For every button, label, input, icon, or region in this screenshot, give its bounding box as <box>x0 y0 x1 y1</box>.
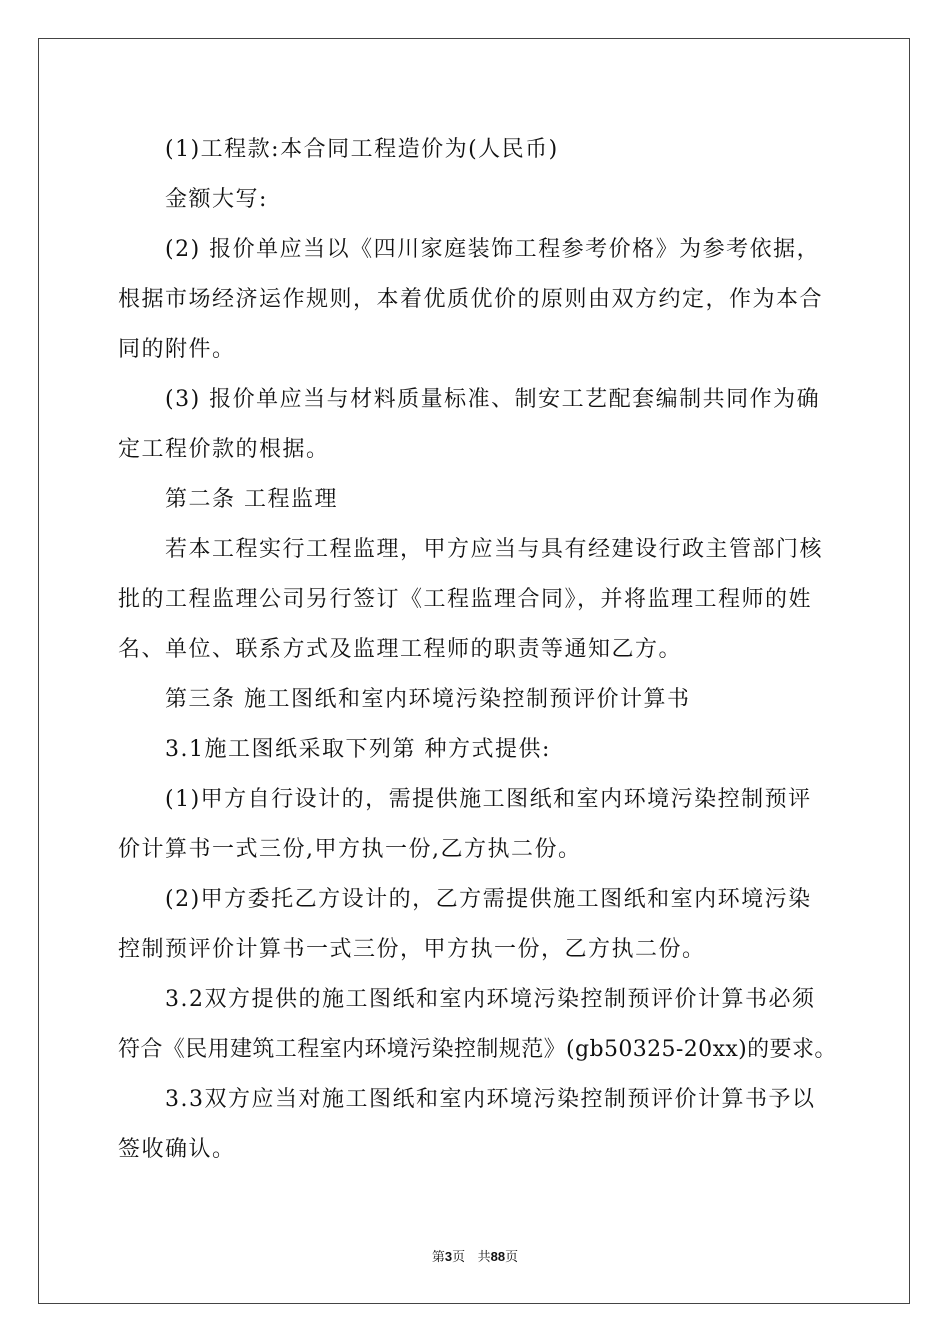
section-heading: 第二条 工程监理 <box>165 487 338 512</box>
paragraph-line: (2) 报价单应当以《四川家庭装饰工程参考价格》为参考依据， <box>165 237 821 262</box>
paragraph-line: 定工程价款的根据。 <box>118 437 330 462</box>
total-pages: 88 <box>490 1249 506 1264</box>
total-prefix: 共 <box>477 1250 491 1265</box>
page-suffix: 页 <box>452 1250 466 1265</box>
paragraph-line: 符合《民用建筑工程室内环境污染控制规范》(gb50325-20xx)的要求。 <box>118 1037 837 1062</box>
paragraph-line: 根据市场经济运作规则，本着优质优价的原则由双方约定，作为本合 <box>118 287 824 312</box>
paragraph-line: 价计算书一式三份,甲方执一份,乙方执二份。 <box>118 837 582 862</box>
paragraph-line: (2)甲方委托乙方设计的，乙方需提供施工图纸和室内环境污染 <box>165 887 812 912</box>
section-heading: 第三条 施工图纸和室内环境污染控制预评价计算书 <box>165 687 691 712</box>
paragraph-line: 名、单位、联系方式及监理工程师的职责等通知乙方。 <box>118 637 683 662</box>
page-footer <box>0 1246 950 1265</box>
paragraph-line: 控制预评价计算书一式三份，甲方执一份，乙方执二份。 <box>118 937 706 962</box>
paragraph-line: (3) 报价单应当与材料质量标准、制安工艺配套编制共同作为确 <box>165 387 821 412</box>
paragraph-line: 批的工程监理公司另行签订《工程监理合同》，并将监理工程师的姓 <box>118 587 813 612</box>
paragraph-line: (1)甲方自行设计的，需提供施工图纸和室内环境污染控制预评 <box>165 787 812 812</box>
paragraph-line: 金额大写: <box>165 187 268 212</box>
paragraph-line: 签收确认。 <box>118 1137 236 1162</box>
paragraph-line: (1)工程款:本合同工程造价为(人民币) <box>165 137 559 162</box>
paragraph-line: 3.2双方提供的施工图纸和室内环境污染控制预评价计算书必须 <box>165 987 816 1012</box>
paragraph-line: 3.3双方应当对施工图纸和室内环境污染控制预评价计算书予以 <box>165 1087 816 1112</box>
page-prefix: 第 <box>431 1250 445 1265</box>
paragraph-line: 若本工程实行工程监理，甲方应当与具有经建设行政主管部门核 <box>165 537 824 562</box>
page-number: 3 <box>444 1249 453 1264</box>
total-suffix: 页 <box>505 1250 519 1265</box>
paragraph-line: 3.1施工图纸采取下列第 种方式提供: <box>165 737 551 762</box>
paragraph-line: 同的附件。 <box>118 337 236 362</box>
